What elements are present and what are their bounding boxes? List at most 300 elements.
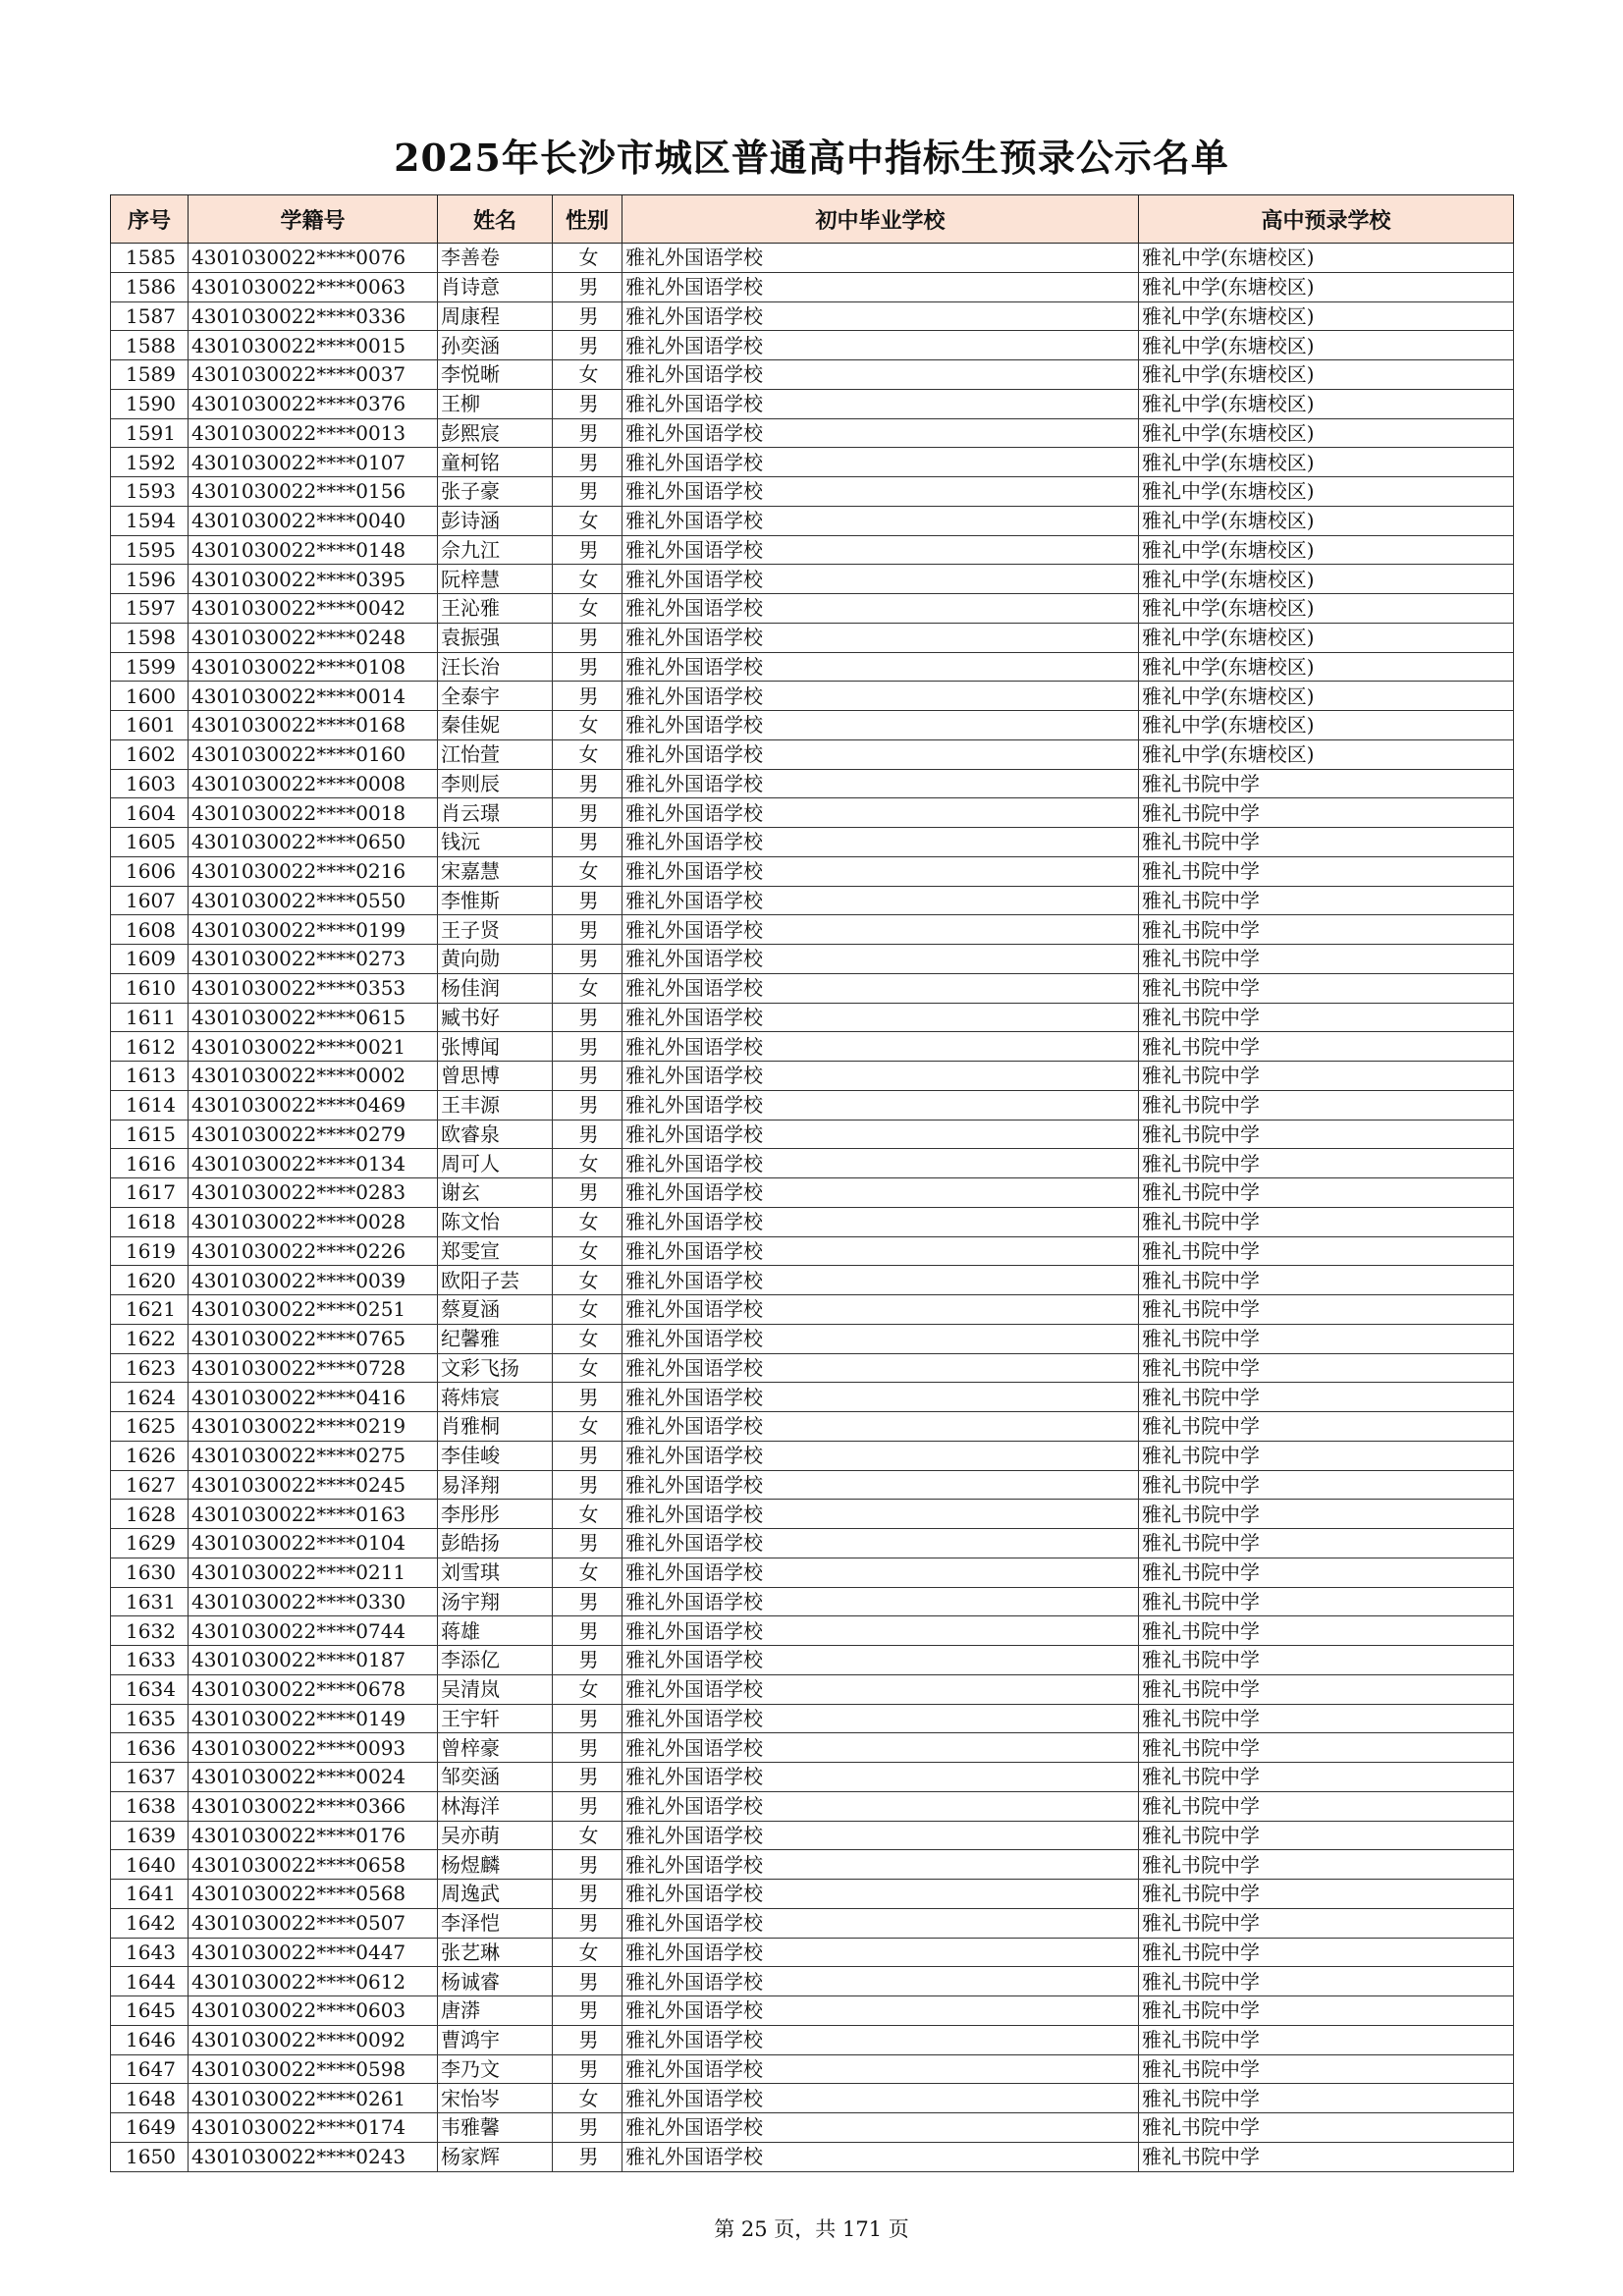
cell-gender: 男: [553, 769, 622, 798]
cell-name: 秦佳妮: [438, 711, 553, 740]
cell-student-id: 4301030022****0598: [189, 2054, 438, 2084]
table-row: [111, 2054, 1514, 2084]
table-header-row: [111, 195, 1514, 244]
cell-middle-school: 雅礼外国语学校: [622, 623, 1139, 652]
cell-gender: 男: [553, 2142, 622, 2171]
cell-no: 1587: [111, 301, 189, 331]
cell-gender: 女: [553, 1266, 622, 1295]
cell-name: 曾思博: [438, 1062, 553, 1091]
cell-name: 周康程: [438, 301, 553, 331]
cell-middle-school: 雅礼外国语学校: [622, 1908, 1139, 1938]
cell-student-id: 4301030022****0042: [189, 594, 438, 624]
cell-no: 1624: [111, 1383, 189, 1412]
cell-gender: 男: [553, 389, 622, 418]
cell-name: 易泽翔: [438, 1470, 553, 1500]
cell-gender: 男: [553, 1003, 622, 1032]
cell-middle-school: 雅礼外国语学校: [622, 1763, 1139, 1792]
cell-high-school: 雅礼书院中学: [1139, 1674, 1514, 1704]
cell-no: 1632: [111, 1616, 189, 1646]
cell-no: 1622: [111, 1324, 189, 1353]
cell-no: 1602: [111, 739, 189, 769]
cell-high-school: 雅礼书院中学: [1139, 1295, 1514, 1325]
cell-student-id: 4301030022****0658: [189, 1850, 438, 1880]
cell-student-id: 4301030022****0176: [189, 1821, 438, 1850]
cell-gender: 男: [553, 1996, 622, 2026]
cell-name: 李添亿: [438, 1646, 553, 1675]
cell-name: 王沁雅: [438, 594, 553, 624]
cell-no: 1647: [111, 2054, 189, 2084]
cell-middle-school: 雅礼外国语学校: [622, 652, 1139, 682]
cell-high-school: 雅礼书院中学: [1139, 1324, 1514, 1353]
cell-high-school: 雅礼中学(东塘校区): [1139, 448, 1514, 477]
cell-high-school: 雅礼书院中学: [1139, 1791, 1514, 1821]
cell-no: 1620: [111, 1266, 189, 1295]
cell-high-school: 雅礼中学(东塘校区): [1139, 244, 1514, 273]
cell-middle-school: 雅礼外国语学校: [622, 1791, 1139, 1821]
table-row: [111, 1090, 1514, 1120]
table-row: [111, 1674, 1514, 1704]
table-row: [111, 272, 1514, 301]
cell-middle-school: 雅礼外国语学校: [622, 828, 1139, 857]
cell-student-id: 4301030022****0008: [189, 769, 438, 798]
cell-no: 1650: [111, 2142, 189, 2171]
cell-no: 1639: [111, 1821, 189, 1850]
cell-name: 王柳: [438, 389, 553, 418]
cell-high-school: 雅礼书院中学: [1139, 973, 1514, 1003]
cell-middle-school: 雅礼外国语学校: [622, 1149, 1139, 1178]
cell-name: 汪长治: [438, 652, 553, 682]
cell-middle-school: 雅礼外国语学校: [622, 1295, 1139, 1325]
table-row: [111, 1908, 1514, 1938]
cell-middle-school: 雅礼外国语学校: [622, 1412, 1139, 1442]
cell-middle-school: 雅礼外国语学校: [622, 945, 1139, 974]
cell-high-school: 雅礼书院中学: [1139, 1353, 1514, 1383]
cell-student-id: 4301030022****0199: [189, 915, 438, 945]
cell-high-school: 雅礼书院中学: [1139, 1120, 1514, 1149]
cell-student-id: 4301030022****0037: [189, 360, 438, 390]
cell-no: 1606: [111, 856, 189, 886]
cell-no: 1596: [111, 565, 189, 594]
cell-gender: 女: [553, 711, 622, 740]
table-row: [111, 1821, 1514, 1850]
cell-high-school: 雅礼中学(东塘校区): [1139, 652, 1514, 682]
table-row: [111, 2084, 1514, 2113]
table-row: [111, 418, 1514, 448]
cell-gender: 女: [553, 1674, 622, 1704]
cell-high-school: 雅礼中学(东塘校区): [1139, 272, 1514, 301]
table-row: [111, 1646, 1514, 1675]
cell-student-id: 4301030022****0353: [189, 973, 438, 1003]
cell-no: 1618: [111, 1207, 189, 1236]
cell-gender: 女: [553, 1500, 622, 1529]
cell-gender: 男: [553, 1062, 622, 1091]
cell-gender: 男: [553, 1733, 622, 1763]
table-row: [111, 1003, 1514, 1032]
cell-high-school: 雅礼中学(东塘校区): [1139, 739, 1514, 769]
cell-middle-school: 雅礼外国语学校: [622, 1178, 1139, 1208]
cell-no: 1600: [111, 682, 189, 711]
cell-student-id: 4301030022****0160: [189, 739, 438, 769]
cell-name: 佘九江: [438, 535, 553, 565]
cell-middle-school: 雅礼外国语学校: [622, 477, 1139, 507]
cell-middle-school: 雅礼外国语学校: [622, 360, 1139, 390]
cell-gender: 男: [553, 1090, 622, 1120]
cell-no: 1608: [111, 915, 189, 945]
cell-middle-school: 雅礼外国语学校: [622, 1207, 1139, 1236]
cell-name: 杨煜麟: [438, 1850, 553, 1880]
cell-name: 童柯铭: [438, 448, 553, 477]
cell-gender: 男: [553, 1383, 622, 1412]
table-row: [111, 915, 1514, 945]
cell-student-id: 4301030022****0447: [189, 1938, 438, 1967]
cell-high-school: 雅礼书院中学: [1139, 1266, 1514, 1295]
cell-gender: 男: [553, 652, 622, 682]
cell-name: 肖云璟: [438, 798, 553, 828]
cell-high-school: 雅礼书院中学: [1139, 2113, 1514, 2143]
cell-gender: 男: [553, 301, 622, 331]
cell-gender: 男: [553, 2113, 622, 2143]
cell-gender: 女: [553, 856, 622, 886]
cell-no: 1609: [111, 945, 189, 974]
cell-gender: 女: [553, 1821, 622, 1850]
cell-student-id: 4301030022****0728: [189, 1353, 438, 1383]
cell-name: 彭熙宸: [438, 418, 553, 448]
cell-high-school: 雅礼书院中学: [1139, 769, 1514, 798]
cell-no: 1614: [111, 1090, 189, 1120]
cell-high-school: 雅礼书院中学: [1139, 1529, 1514, 1558]
cell-gender: 男: [553, 1908, 622, 1938]
cell-middle-school: 雅礼外国语学校: [622, 682, 1139, 711]
cell-no: 1604: [111, 798, 189, 828]
cell-student-id: 4301030022****0168: [189, 711, 438, 740]
cell-no: 1629: [111, 1529, 189, 1558]
cell-middle-school: 雅礼外国语学校: [622, 535, 1139, 565]
col-header-high-school: 高中预录学校: [1139, 195, 1514, 244]
cell-no: 1603: [111, 769, 189, 798]
cell-no: 1623: [111, 1353, 189, 1383]
cell-middle-school: 雅礼外国语学校: [622, 1967, 1139, 1996]
cell-name: 王宇轩: [438, 1704, 553, 1733]
cell-middle-school: 雅礼外国语学校: [622, 1353, 1139, 1383]
cell-high-school: 雅礼书院中学: [1139, 1236, 1514, 1266]
cell-student-id: 4301030022****0550: [189, 886, 438, 915]
cell-student-id: 4301030022****0650: [189, 828, 438, 857]
cell-student-id: 4301030022****0279: [189, 1120, 438, 1149]
table-row: [111, 2113, 1514, 2143]
table-row: [111, 1500, 1514, 1529]
cell-middle-school: 雅礼外国语学校: [622, 506, 1139, 535]
cell-high-school: 雅礼书院中学: [1139, 1090, 1514, 1120]
table-row: [111, 1412, 1514, 1442]
cell-no: 1641: [111, 1880, 189, 1909]
table-row: [111, 1353, 1514, 1383]
cell-gender: 男: [553, 2054, 622, 2084]
table-row: [111, 828, 1514, 857]
cell-middle-school: 雅礼外国语学校: [622, 1733, 1139, 1763]
cell-gender: 男: [553, 1032, 622, 1062]
cell-middle-school: 雅礼外国语学校: [622, 448, 1139, 477]
cell-no: 1590: [111, 389, 189, 418]
cell-high-school: 雅礼书院中学: [1139, 2084, 1514, 2113]
cell-student-id: 4301030022****0416: [189, 1383, 438, 1412]
cell-no: 1621: [111, 1295, 189, 1325]
cell-name: 杨佳润: [438, 973, 553, 1003]
cell-high-school: 雅礼中学(东塘校区): [1139, 711, 1514, 740]
cell-gender: 男: [553, 418, 622, 448]
table-row: [111, 739, 1514, 769]
table-row: [111, 856, 1514, 886]
cell-student-id: 4301030022****0336: [189, 301, 438, 331]
cell-middle-school: 雅礼外国语学校: [622, 594, 1139, 624]
cell-gender: 女: [553, 1412, 622, 1442]
cell-middle-school: 雅礼外国语学校: [622, 711, 1139, 740]
cell-high-school: 雅礼中学(东塘校区): [1139, 389, 1514, 418]
cell-middle-school: 雅礼外国语学校: [622, 1090, 1139, 1120]
table-row: [111, 1149, 1514, 1178]
cell-student-id: 4301030022****0211: [189, 1558, 438, 1587]
cell-middle-school: 雅礼外国语学校: [622, 769, 1139, 798]
cell-name: 蒋雄: [438, 1616, 553, 1646]
cell-no: 1625: [111, 1412, 189, 1442]
cell-name: 杨诚睿: [438, 1967, 553, 1996]
cell-gender: 女: [553, 1149, 622, 1178]
cell-gender: 男: [553, 331, 622, 360]
cell-high-school: 雅礼书院中学: [1139, 1880, 1514, 1909]
cell-no: 1636: [111, 1733, 189, 1763]
cell-high-school: 雅礼中学(东塘校区): [1139, 418, 1514, 448]
cell-high-school: 雅礼书院中学: [1139, 1149, 1514, 1178]
table-row: [111, 1967, 1514, 1996]
cell-name: 陈文怡: [438, 1207, 553, 1236]
cell-no: 1597: [111, 594, 189, 624]
cell-gender: 男: [553, 477, 622, 507]
cell-gender: 男: [553, 1880, 622, 1909]
cell-no: 1613: [111, 1062, 189, 1091]
cell-student-id: 4301030022****0226: [189, 1236, 438, 1266]
cell-high-school: 雅礼书院中学: [1139, 915, 1514, 945]
cell-student-id: 4301030022****0216: [189, 856, 438, 886]
cell-no: 1589: [111, 360, 189, 390]
cell-middle-school: 雅礼外国语学校: [622, 1062, 1139, 1091]
table-row: [111, 2025, 1514, 2054]
cell-high-school: 雅礼书院中学: [1139, 1062, 1514, 1091]
cell-middle-school: 雅礼外国语学校: [622, 244, 1139, 273]
cell-no: 1648: [111, 2084, 189, 2113]
cell-no: 1616: [111, 1149, 189, 1178]
cell-student-id: 4301030022****0330: [189, 1587, 438, 1616]
cell-high-school: 雅礼书院中学: [1139, 1850, 1514, 1880]
cell-name: 钱沅: [438, 828, 553, 857]
cell-high-school: 雅礼书院中学: [1139, 1470, 1514, 1500]
cell-name: 张艺琳: [438, 1938, 553, 1967]
table-row: [111, 1733, 1514, 1763]
cell-no: 1593: [111, 477, 189, 507]
cell-high-school: 雅礼书院中学: [1139, 2054, 1514, 2084]
cell-gender: 男: [553, 623, 622, 652]
roster-body: [111, 244, 1514, 2172]
cell-student-id: 4301030022****0251: [189, 1295, 438, 1325]
table-row: [111, 1529, 1514, 1558]
cell-name: 刘雪琪: [438, 1558, 553, 1587]
table-row: [111, 798, 1514, 828]
table-row: [111, 1266, 1514, 1295]
table-row: [111, 1587, 1514, 1616]
cell-middle-school: 雅礼外国语学校: [622, 798, 1139, 828]
table-row: [111, 389, 1514, 418]
table-row: [111, 535, 1514, 565]
cell-gender: 男: [553, 886, 622, 915]
cell-gender: 女: [553, 2084, 622, 2113]
cell-student-id: 4301030022****0275: [189, 1441, 438, 1470]
table-row: [111, 652, 1514, 682]
table-row: [111, 1791, 1514, 1821]
table-row: [111, 1880, 1514, 1909]
cell-student-id: 4301030022****0376: [189, 389, 438, 418]
cell-name: 彭诗涵: [438, 506, 553, 535]
table-row: [111, 623, 1514, 652]
col-header-student-id: 学籍号: [189, 195, 438, 244]
cell-gender: 男: [553, 1529, 622, 1558]
cell-student-id: 4301030022****0107: [189, 448, 438, 477]
table-row: [111, 506, 1514, 535]
cell-student-id: 4301030022****0744: [189, 1616, 438, 1646]
cell-high-school: 雅礼书院中学: [1139, 1383, 1514, 1412]
cell-high-school: 雅礼书院中学: [1139, 1441, 1514, 1470]
cell-student-id: 4301030022****0039: [189, 1266, 438, 1295]
cell-no: 1619: [111, 1236, 189, 1266]
cell-name: 阮梓慧: [438, 565, 553, 594]
cell-name: 文彩飞扬: [438, 1353, 553, 1383]
cell-middle-school: 雅礼外国语学校: [622, 2142, 1139, 2171]
cell-middle-school: 雅礼外国语学校: [622, 2084, 1139, 2113]
cell-middle-school: 雅礼外国语学校: [622, 1003, 1139, 1032]
cell-student-id: 4301030022****0174: [189, 2113, 438, 2143]
cell-high-school: 雅礼中学(东塘校区): [1139, 565, 1514, 594]
cell-name: 王子贤: [438, 915, 553, 945]
cell-high-school: 雅礼书院中学: [1139, 1412, 1514, 1442]
cell-middle-school: 雅礼外国语学校: [622, 1266, 1139, 1295]
col-header-middle-school: 初中毕业学校: [622, 195, 1139, 244]
cell-name: 吴亦萌: [438, 1821, 553, 1850]
page-footer: 第 25 页，共 171 页: [714, 2217, 909, 2241]
cell-name: 郑雯宣: [438, 1236, 553, 1266]
cell-student-id: 4301030022****0014: [189, 682, 438, 711]
cell-student-id: 4301030022****0040: [189, 506, 438, 535]
cell-high-school: 雅礼书院中学: [1139, 2025, 1514, 2054]
cell-name: 欧阳子芸: [438, 1266, 553, 1295]
cell-high-school: 雅礼书院中学: [1139, 2142, 1514, 2171]
cell-student-id: 4301030022****0469: [189, 1090, 438, 1120]
cell-middle-school: 雅礼外国语学校: [622, 1236, 1139, 1266]
table-row: [111, 886, 1514, 915]
cell-name: 肖雅桐: [438, 1412, 553, 1442]
cell-student-id: 4301030022****0076: [189, 244, 438, 273]
cell-name: 张子豪: [438, 477, 553, 507]
cell-high-school: 雅礼书院中学: [1139, 1938, 1514, 1967]
table-row: [111, 1850, 1514, 1880]
cell-no: 1643: [111, 1938, 189, 1967]
cell-no: 1638: [111, 1791, 189, 1821]
roster-table: [110, 194, 1514, 2172]
cell-middle-school: 雅礼外国语学校: [622, 1383, 1139, 1412]
cell-gender: 女: [553, 506, 622, 535]
cell-high-school: 雅礼中学(东塘校区): [1139, 623, 1514, 652]
cell-name: 周可人: [438, 1149, 553, 1178]
cell-name: 欧睿泉: [438, 1120, 553, 1149]
table-row: [111, 1763, 1514, 1792]
cell-middle-school: 雅礼外国语学校: [622, 739, 1139, 769]
cell-student-id: 4301030022****0024: [189, 1763, 438, 1792]
cell-name: 吴清岚: [438, 1674, 553, 1704]
cell-high-school: 雅礼书院中学: [1139, 1908, 1514, 1938]
cell-high-school: 雅礼中学(东塘校区): [1139, 331, 1514, 360]
cell-gender: 女: [553, 244, 622, 273]
table-row: [111, 682, 1514, 711]
cell-name: 全泰宇: [438, 682, 553, 711]
cell-middle-school: 雅礼外国语学校: [622, 886, 1139, 915]
cell-student-id: 4301030022****0021: [189, 1032, 438, 1062]
cell-name: 林海洋: [438, 1791, 553, 1821]
cell-no: 1630: [111, 1558, 189, 1587]
cell-gender: 男: [553, 1763, 622, 1792]
cell-high-school: 雅礼中学(东塘校区): [1139, 506, 1514, 535]
cell-name: 汤宇翔: [438, 1587, 553, 1616]
cell-high-school: 雅礼书院中学: [1139, 1733, 1514, 1763]
cell-middle-school: 雅礼外国语学校: [622, 856, 1139, 886]
cell-gender: 男: [553, 1470, 622, 1500]
cell-name: 肖诗意: [438, 272, 553, 301]
cell-no: 1585: [111, 244, 189, 273]
cell-student-id: 4301030022****0765: [189, 1324, 438, 1353]
cell-gender: 女: [553, 1207, 622, 1236]
cell-middle-school: 雅礼外国语学校: [622, 2054, 1139, 2084]
cell-high-school: 雅礼书院中学: [1139, 856, 1514, 886]
cell-student-id: 4301030022****0568: [189, 1880, 438, 1909]
cell-name: 纪馨雅: [438, 1324, 553, 1353]
cell-middle-school: 雅礼外国语学校: [622, 418, 1139, 448]
table-row: [111, 360, 1514, 390]
cell-gender: 女: [553, 739, 622, 769]
cell-gender: 女: [553, 360, 622, 390]
table-row: [111, 301, 1514, 331]
cell-name: 李泽恺: [438, 1908, 553, 1938]
cell-name: 李则辰: [438, 769, 553, 798]
table-row: [111, 1470, 1514, 1500]
table-row: [111, 244, 1514, 273]
table-row: [111, 1120, 1514, 1149]
cell-student-id: 4301030022****0149: [189, 1704, 438, 1733]
cell-student-id: 4301030022****0134: [189, 1149, 438, 1178]
cell-student-id: 4301030022****0063: [189, 272, 438, 301]
cell-student-id: 4301030022****0163: [189, 1500, 438, 1529]
cell-gender: 男: [553, 1441, 622, 1470]
cell-student-id: 4301030022****0366: [189, 1791, 438, 1821]
cell-name: 曹鸿宇: [438, 2025, 553, 2054]
cell-high-school: 雅礼书院中学: [1139, 1558, 1514, 1587]
cell-no: 1607: [111, 886, 189, 915]
cell-middle-school: 雅礼外国语学校: [622, 389, 1139, 418]
cell-gender: 男: [553, 1120, 622, 1149]
table-row: [111, 594, 1514, 624]
cell-gender: 女: [553, 1324, 622, 1353]
cell-student-id: 4301030022****0245: [189, 1470, 438, 1500]
cell-no: 1649: [111, 2113, 189, 2143]
cell-name: 臧书好: [438, 1003, 553, 1032]
table-row: [111, 565, 1514, 594]
cell-high-school: 雅礼中学(东塘校区): [1139, 535, 1514, 565]
cell-name: 江怡萱: [438, 739, 553, 769]
cell-high-school: 雅礼书院中学: [1139, 1587, 1514, 1616]
